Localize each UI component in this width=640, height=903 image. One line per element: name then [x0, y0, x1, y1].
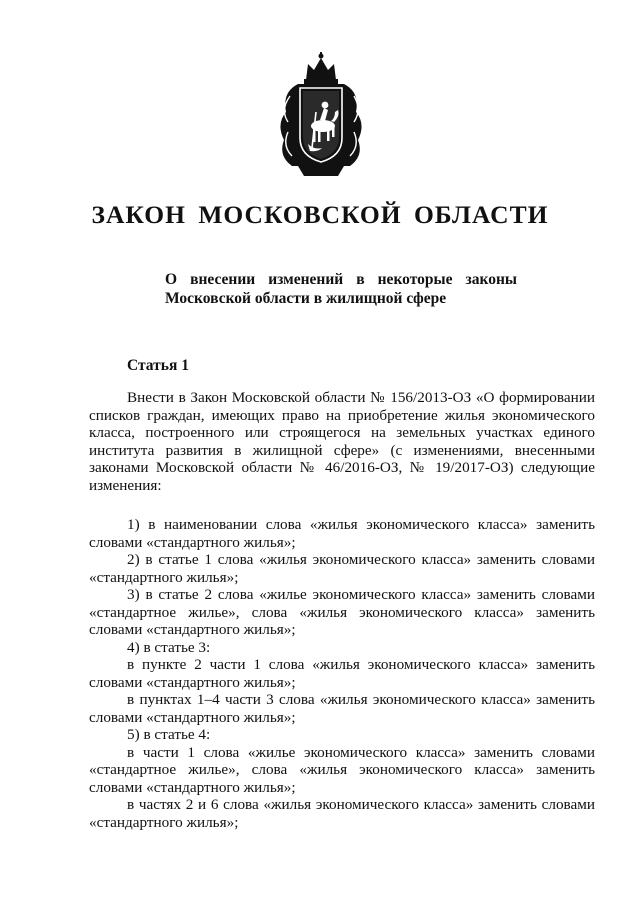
amendment-item: в пункте 2 части 1 слова «жилья экономического класса» заменить словами «стандартного жилья»; — [89, 656, 595, 691]
law-subject-line-1: О внесении изменений в некоторые законы — [165, 271, 517, 288]
amendment-item: в частях 2 и 6 слова «жилья экономического класса» заменить словами «стандартного жилья»; — [89, 796, 595, 831]
article-intro — [89, 389, 595, 494]
amendment-item: в части 1 слова «жилье экономического класса» заменить словами «стандартное жилье», слова «жилья экономического класса» заменить словами «стандартного жилья»; — [89, 743, 595, 796]
amendment-item: 3) в статье 2 слова «жилье экономического класса» заменить словами «стандартное жилье», слова «жилья экономического класса» заменить словами «стандартного жилья»; — [89, 586, 595, 638]
law-subject-line-2: Московской области в жилищной сфере — [165, 290, 447, 307]
amendment-item: 4) в статье 3: — [127, 638, 211, 656]
law-title: ЗАКОН МОСКОВСКОЙ ОБЛАСТИ — [91, 200, 549, 229]
amendment-item: 2) в статье 1 слова «жилья экономического класса» заменить словами «стандартного жилья»; — [89, 551, 595, 586]
amendment-item: в пунктах 1–4 части 3 слова «жилья экономического класса» заменить словами «стандартного жилья»; — [89, 691, 595, 726]
amendment-item: 1) в наименовании слова «жилья экономического класса» заменить словами «стандартного жилья»; — [89, 516, 595, 551]
article-heading: Статья 1 — [127, 357, 189, 374]
amendment-item: 5) в статье 4: — [127, 726, 211, 743]
moscow-oblast-coat-of-arms-icon — [268, 52, 374, 182]
law-subject — [165, 270, 517, 308]
intro-paragraph: Внести в Закон Московской области № 156/2013-ОЗ «О формировании списков граждан, имеющих право на приобретение жилья экономического класса, построенного или строящегося на земельных участках единого института развития в жилищной сфере» (с изменениями, внесенными законами Московской области № 46/2016-ОЗ, № 19/2017-ОЗ) следующие изменения: — [89, 389, 595, 494]
amendments-list — [89, 516, 595, 831]
